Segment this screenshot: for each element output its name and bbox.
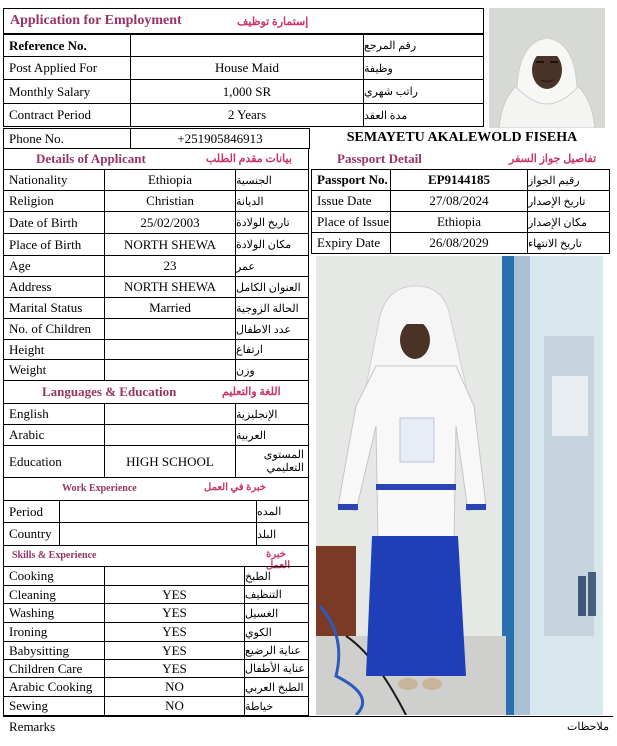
education-value: HIGH SCHOOL [104,445,236,478]
place-of-issue-value: Ethiopia [390,211,528,233]
details-heading [3,149,309,169]
english-label: English [3,403,105,425]
post-value: House Maid [130,56,364,80]
country-value [59,522,257,546]
babysitting-value: YES [104,641,245,660]
ironing-label-ar: الكوي [244,622,309,642]
place-of-issue-label-ar: مكان الإصدار [527,211,610,233]
title-arabic: إستمارة توظيف [237,15,309,28]
children-label: No. of Children [3,318,105,340]
languages-heading-en: Languages & Education [42,384,177,399]
ironing-value: YES [104,622,245,642]
marital-value: Married [104,297,236,319]
cleaning-label-ar: التنظيف [244,585,309,604]
address-value: NORTH SHEWA [104,276,236,298]
phone-value: +251905846913 [130,128,310,149]
religion-label: Religion [3,190,105,212]
childcare-label: Children Care [3,659,105,678]
period-label-ar: المده [256,500,309,523]
passport-heading-en: Passport Detail [337,151,422,166]
contract-label: Contract Period [3,103,131,127]
arabic-label: Arabic [3,424,105,446]
contract-label-ar: مدة العقد [363,103,484,127]
childcare-label-ar: عناية الأطفال [244,659,309,678]
issue-date-label: Issue Date [311,190,391,212]
children-label-ar: عدد الاطفال [235,318,309,340]
arabic-cooking-label: Arabic Cooking [3,677,105,697]
nationality-label: Nationality [3,169,105,191]
period-value [59,500,257,523]
salary-value: 1,000 SR [130,79,364,104]
arabic-cooking-label-ar: الطبخ العربي [244,677,309,697]
babysitting-label: Babysitting [3,641,105,660]
height-label: Height [3,339,105,360]
reference-label-ar: رقم المرجع [363,34,484,57]
header-bar [3,8,484,34]
country-label-ar: البلد [256,522,309,546]
english-value [104,403,236,425]
reference-value [130,34,364,57]
country-label: Country [3,522,60,546]
pob-label: Place of Birth [3,233,105,256]
cooking-label-ar: الطبخ [244,566,309,586]
remarks-label-ar: ملاحظات [567,721,609,733]
skills-heading [3,546,309,571]
arabic-value [104,424,236,446]
nationality-label-ar: الجنسية [235,169,309,191]
period-label: Period [3,500,60,523]
issue-date-value: 27/08/2024 [390,190,528,212]
passport-no-label-ar: رقيم الجواز [527,169,610,191]
dob-label: Date of Birth [3,211,105,234]
weight-label: Weight [3,359,105,381]
babysitting-label-ar: عناية الرضيع [244,641,309,660]
post-label-ar: وظيفة [363,56,484,80]
height-label-ar: ارتفاع [235,339,309,360]
age-label: Age [3,255,105,277]
details-heading-ar: بيانات مقدم الطلب [206,153,292,165]
post-label: Post Applied For [3,56,131,80]
dob-value: 25/02/2003 [104,211,236,234]
children-value [104,318,236,340]
expiry-date-label-ar: تاريخ الانتهاء [527,232,610,254]
salary-label-ar: راتب شهري [363,79,484,104]
english-label-ar: الإنجليزية [235,403,309,425]
work-heading-ar: خبرة في العمل [204,482,267,493]
cleaning-value: YES [104,585,245,604]
arabic-label-ar: العربية [235,424,309,446]
religion-value: Christian [104,190,236,212]
age-label-ar: عمر [235,255,309,277]
washing-label-ar: الغسيل [244,603,309,623]
weight-label-ar: وزن [235,359,309,381]
remarks-label: Remarks [9,719,56,734]
details-heading-en: Details of Applicant [36,151,146,166]
pob-value: NORTH SHEWA [104,233,236,256]
issue-date-label-ar: تاريخ الإصدار [527,190,610,212]
reference-label: Reference No. [3,34,131,57]
expiry-date-label: Expiry Date [311,232,391,254]
skills-heading-en: Skills & Experience [12,550,97,561]
marital-label-ar: الحالة الزوجية [235,297,309,319]
languages-heading [3,381,309,403]
marital-label: Marital Status [3,297,105,319]
arabic-cooking-value: NO [104,677,245,697]
expiry-date-value: 26/08/2029 [390,232,528,254]
height-value [104,339,236,360]
work-heading-en: Work Experience [62,483,137,494]
applicant-full-photo [316,256,603,715]
age-value: 23 [104,255,236,277]
place-of-issue-label: Place of Issue [311,211,391,233]
sewing-value: NO [104,696,245,716]
salary-label: Monthly Salary [3,79,131,104]
title-english: Application for Employment [10,13,182,28]
ironing-label: Ironing [3,622,105,642]
address-label: Address [3,276,105,298]
address-label-ar: العنوان الكامل [235,276,309,298]
cooking-value [104,566,245,586]
cleaning-label: Cleaning [3,585,105,604]
passport-no-label: Passport No. [311,169,391,191]
applicant-name: SEMAYETU AKALEWOLD FISEHA [346,130,578,145]
skills-heading-ar: خبرة العمل [266,549,291,571]
work-heading [3,478,309,500]
education-label: Education [3,445,105,478]
contract-value: 2 Years [130,103,364,127]
languages-heading-ar: اللغة والتعليم [222,386,281,398]
passport-no-value: EP9144185 [390,169,528,191]
dob-label-ar: تاريخ الولادة [235,211,309,234]
phone-label: Phone No. [3,128,131,149]
sewing-label-ar: خياطة [244,696,309,716]
washing-label: Washing [3,603,105,623]
applicant-headshot [489,8,605,128]
pob-label-ar: مكان الولادة [235,233,309,256]
cooking-label: Cooking [3,566,105,586]
washing-value: YES [104,603,245,623]
weight-value [104,359,236,381]
childcare-value: YES [104,659,245,678]
religion-label-ar: الديانة [235,190,309,212]
remarks-row [3,716,613,738]
nationality-value: Ethiopia [104,169,236,191]
education-label-ar: المستوى التعليمي [235,445,309,478]
passport-heading-ar: تفاصيل جواز السفر [509,153,597,165]
sewing-label: Sewing [3,696,105,716]
passport-heading [309,149,609,169]
